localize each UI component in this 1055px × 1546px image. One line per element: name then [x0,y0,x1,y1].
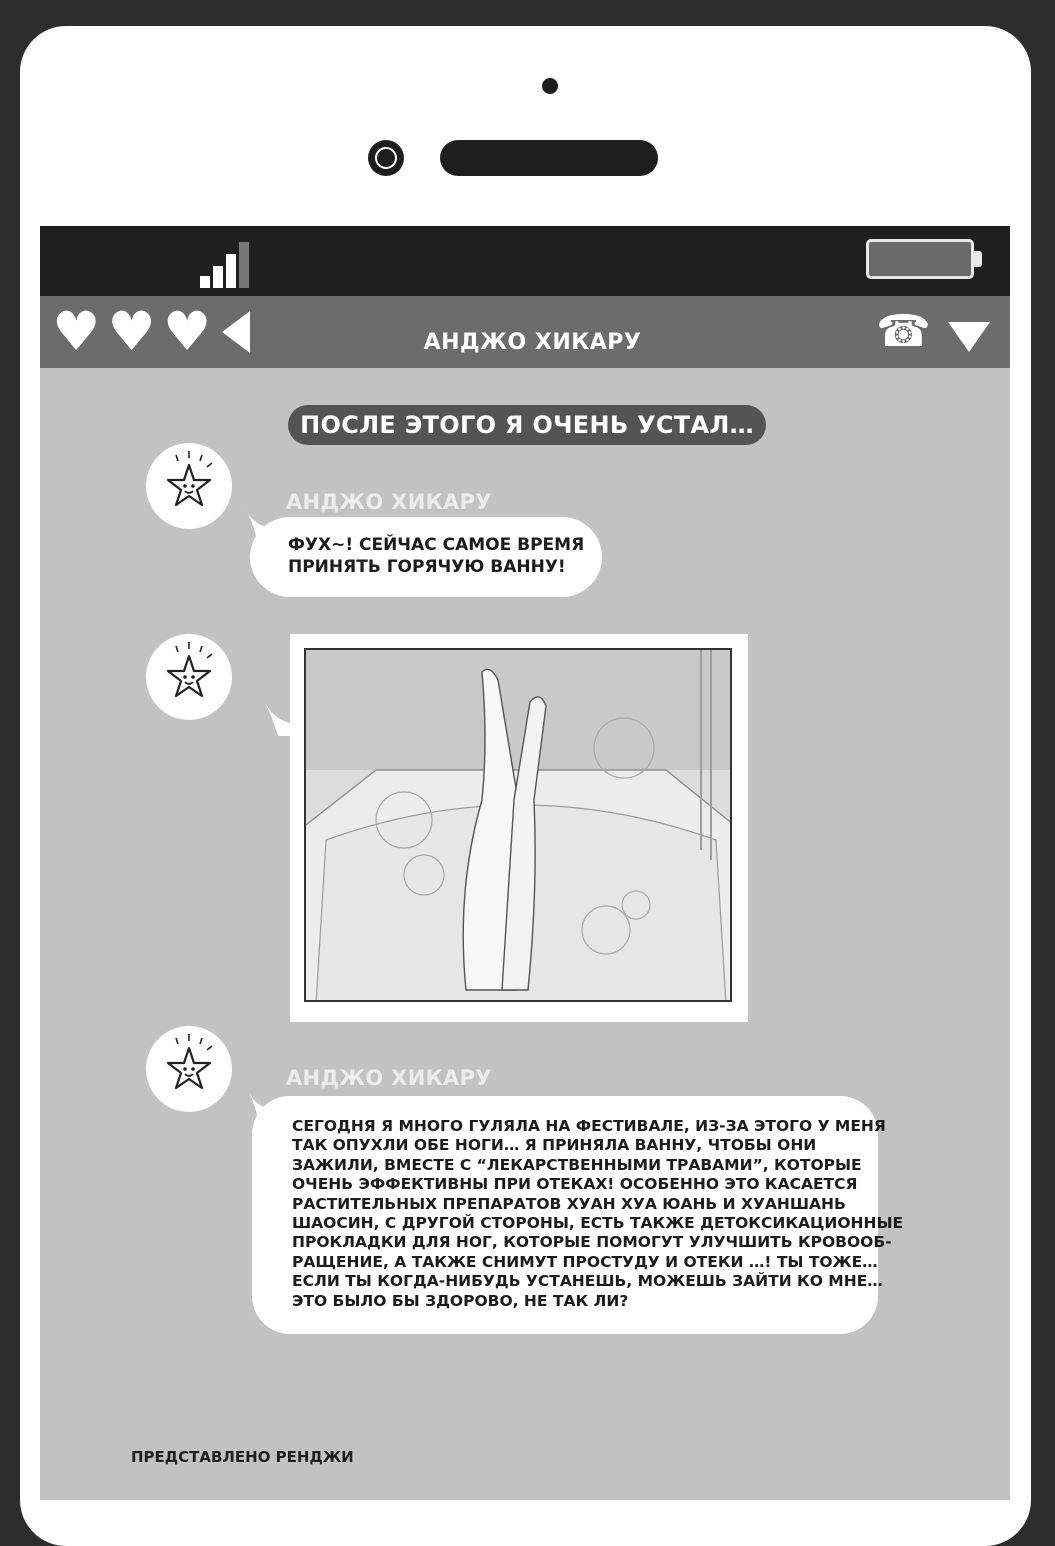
message-line: ОЧЕНЬ ЭФФЕКТИВНЫ ПРИ ОТЕКАХ! ОСОБЕННО ЭТО КАСАЕТСЯ [292,1175,858,1194]
message-line: РАСТИТЕЛЬНЫХ ПРЕПАРАТОВ ХУАН ХУА ЮАНЬ И ХУАНШАНЬ [292,1194,846,1213]
battery-icon [866,239,984,283]
message-line: ЕСЛИ ТЫ КОГДА-НИБУДЬ УСТАНЕШЬ, МОЖЕШЬ ЗАЙТИ КО МНЕ… [292,1272,883,1291]
chat-date-header: ПОСЛЕ ЭТОГО Я ОЧЕНЬ УСТАЛ… [288,405,766,445]
star-face-avatar-icon[interactable] [146,443,232,529]
message-line: ЗАЖИЛИ, ВМЕСТЕ С “ЛЕКАРСТВЕННЫМИ ТРАВАМИ”, КОТОРЫЕ [292,1155,862,1174]
message-line: РАЩЕНИЕ, А ТАКЖЕ СНИМУТ ПРОСТУДУ И ОТЕКИ …! ТЫ ТОЖЕ… [292,1252,878,1271]
shared-image-message[interactable] [290,634,748,1022]
message-line: ФУХ~! СЕЙЧАС САМОЕ ВРЕМЯ [288,535,585,555]
contact-name: АНДЖО ХИКАРУ [423,330,642,355]
chat-header [40,296,1010,368]
credit-text: ПРЕДСТАВЛЕНО РЕНДЖИ [131,1448,354,1466]
message-line: СЕГОДНЯ Я МНОГО ГУЛЯЛА НА ФЕСТИВАЛЕ, ИЗ-ЗА ЭТОГО У МЕНЯ [292,1117,886,1135]
telephone-icon[interactable]: ☎ [876,306,931,357]
heart-icon: ♥ [52,300,101,363]
status-bar [40,226,1010,296]
signal-bars-icon [198,238,260,288]
heart-icon: ♥ [162,300,212,363]
bath-legs-photo [304,648,732,1002]
message-bubble[interactable] [250,517,602,597]
message-line: ПРИНЯТЬ ГОРЯЧУЮ ВАННУ! [288,557,566,577]
star-face-avatar-icon[interactable] [146,1026,232,1112]
earpiece-speaker [440,140,658,176]
front-camera [368,140,404,176]
sensor-dot [542,78,558,94]
heart-icon: ♥ [107,300,156,363]
message-line: ТАК ОПУХЛИ ОБЕ НОГИ… Я ПРИНЯЛА ВАННУ, ЧТОБЫ ОНИ [292,1136,817,1155]
message-line: ПРОКЛАДКИ ДЛЯ НОГ, КОТОРЫЕ ПОМОГУТ УЛУЧШИТЬ КРОВООБ- [292,1233,892,1252]
bubble-tail [260,696,294,736]
phone-screen [40,226,1010,1500]
message-sender: АНДЖО ХИКАРУ [286,490,492,514]
message-line: ШАОСИН, С ДРУГОЙ СТОРОНЫ, ЕСТЬ ТАКЖЕ ДЕТОКСИКАЦИОННЫЕ [292,1214,904,1233]
message-line: ЭТО БЫЛО БЫ ЗДОРОВО, НЕ ТАК ЛИ? [292,1291,629,1310]
message-bubble[interactable] [252,1096,904,1334]
triangle-down-icon[interactable] [948,322,990,352]
message-sender: АНДЖО ХИКАРУ [286,1066,492,1090]
star-face-avatar-icon[interactable] [146,634,232,720]
